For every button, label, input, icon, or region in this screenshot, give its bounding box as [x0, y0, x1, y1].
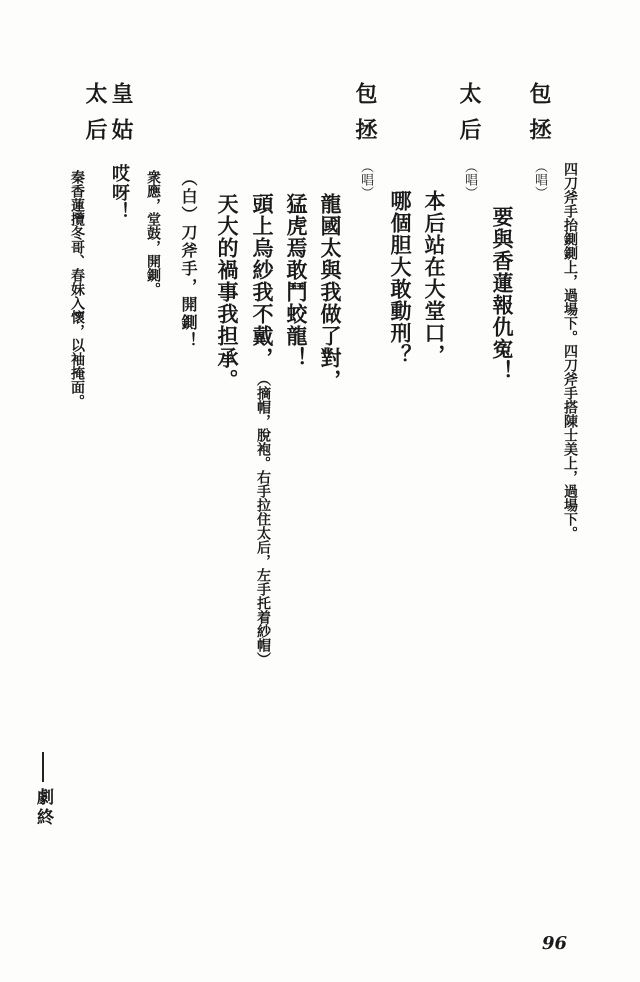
- speaker-baozheng-2: 包拯: [352, 82, 378, 154]
- lyric-5: 猛虎焉敢鬥蛟龍！: [284, 193, 309, 369]
- lyric-3: 哪個胆大敢動刑？: [388, 190, 413, 366]
- ending-label: 劇終: [33, 788, 53, 828]
- speech-2: 哎呀！: [109, 164, 130, 221]
- ending-dash: [42, 752, 44, 782]
- speaker-baozheng-1: 包拯: [526, 82, 552, 154]
- stage-direction-1: 四刀斧手抬鍘鍘上，過場下。四刀斧手搭陳士美上，過場下。: [562, 162, 578, 540]
- stage-direction-4: 秦香蓮攬冬哥、春妹入懷，以袖掩面。: [69, 170, 85, 408]
- lyric-1: 要與香蓮報仇寃！: [490, 206, 515, 382]
- lyric-7: 天大的禍事我担承。: [215, 193, 240, 391]
- lyric-2: 本后站在大堂口，: [422, 190, 447, 366]
- lyric-4: 龍國太與我做了對，: [318, 193, 343, 391]
- stage-direction-3: 衆應，堂鼓，開鍘。: [145, 170, 161, 296]
- speaker-taihou-1: 太后: [456, 82, 482, 154]
- speech-1: （白）刀斧手，開鍘！: [179, 170, 198, 350]
- tag-sing-2: （唱）: [462, 160, 477, 199]
- tag-sing-1: （唱）: [532, 160, 547, 199]
- stage-direction-2: （摘帽，脫袍。右手拉住太后，左手托着紗帽）: [255, 372, 271, 666]
- lyric-6: 頭上烏紗我不戴，: [250, 193, 275, 369]
- page-number: 96: [542, 933, 568, 954]
- speaker-huanggu: 皇姑: [108, 82, 134, 154]
- tag-sing-3: （唱）: [358, 160, 373, 199]
- speaker-taihou-2: 太后: [82, 82, 108, 154]
